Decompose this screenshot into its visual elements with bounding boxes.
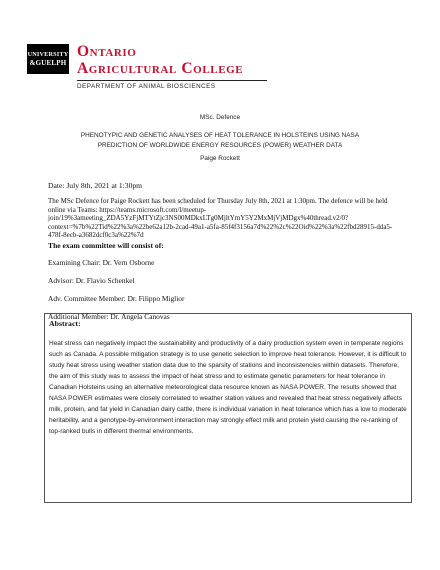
header-divider — [77, 80, 267, 81]
abstract-box — [44, 313, 412, 503]
abstract-text: Heat stress can negatively impact the sustainability and productivity of a dairy production system even in temperate regions such as Canada. A possible mitigation strategy is to use genetic selection to improve heat tolerance. However, it is difficult to study heat stress using weather station data due to the sparsity of stations and inconsistencies within datasets. Therefore, the aim of this study was to assess the impact of heat stress and to estimate genetic parameters for heat tolerance in Canadian Holsteins using an alternative meteorological data resource known as NASA POWER. The results showed that NASA POWER estimates were closely correlated to weather station values and revealed that heat stress negatively affects milk, protein, and fat yield in Canadian dairy cattle, there is individual variation in heat tolerance which has a low to moderate heritability, and a genotype-by-environment interaction may strongly effect milk and protein yield causing the re-ranking of top-ranked bulls in different thermal environments. — [49, 340, 407, 435]
logo-line-2: &GUELPH — [29, 59, 67, 67]
committee-member-additional: Additional Member: Dr. Angela Canovas — [48, 312, 170, 321]
committee-heading: The exam committee will consist of: — [48, 241, 164, 250]
abstract-heading: Abstract: — [49, 319, 81, 328]
university-of-guelph-logo — [27, 44, 69, 74]
event-type: MSc. Defence — [199, 114, 241, 121]
department-name: DEPARTMENT OF ANIMAL BIOSCIENCES — [77, 83, 216, 90]
committee-member-advisor: Advisor: Dr. Flavio Schenkel — [48, 276, 135, 285]
defence-date: Date: July 8th, 2021 at 1:30pm — [48, 181, 143, 190]
thesis-title-line-1: PHENOTYPIC AND GENETIC ANALYSES OF HEAT TOLERANCE IN HOLSTEINS USING NASA — [80, 132, 360, 139]
college-name-line-1: Ontario — [77, 43, 137, 60]
college-name-line-2: Agricultural College — [77, 60, 244, 77]
announcement-paragraph: The MSc Defence for Paige Rockett has been scheduled for Thursday July 8th, 2021 at 1:30pm. The defence will be held online via Teams: https://teams.microsoft.com/l/meetup-join/19%3ameeting_ZDA5YzFjMTYtZjc3NS00MDkxLTg0MjltYmY5Y2MxMjVjMDgx%40thread.v2/0?context=%7b%22Tid%22%3a%22be62a12b-2cad-49a1-a5fa-85f4f3156a7d%22%2c%22Oid%22%3a%22fbd28915-dda5-478f-8ecb-a3682dcf0c3a%22%7d — [48, 197, 393, 240]
committee-member-chair: Examining Chair: Dr. Vern Osborne — [48, 258, 155, 267]
thesis-title — [20, 131, 420, 150]
college-header — [77, 43, 397, 90]
candidate-name: Paige Rockett — [200, 155, 240, 162]
thesis-title-line-2: PREDICTION OF WORLDWIDE ENERGY RESOURCES (POWER) WEATHER DATA — [97, 141, 343, 149]
logo-line-1: UNIVERSITY — [27, 51, 69, 58]
committee-member-advisory: Adv. Committee Member: Dr. Filippo Miglior — [48, 294, 185, 303]
